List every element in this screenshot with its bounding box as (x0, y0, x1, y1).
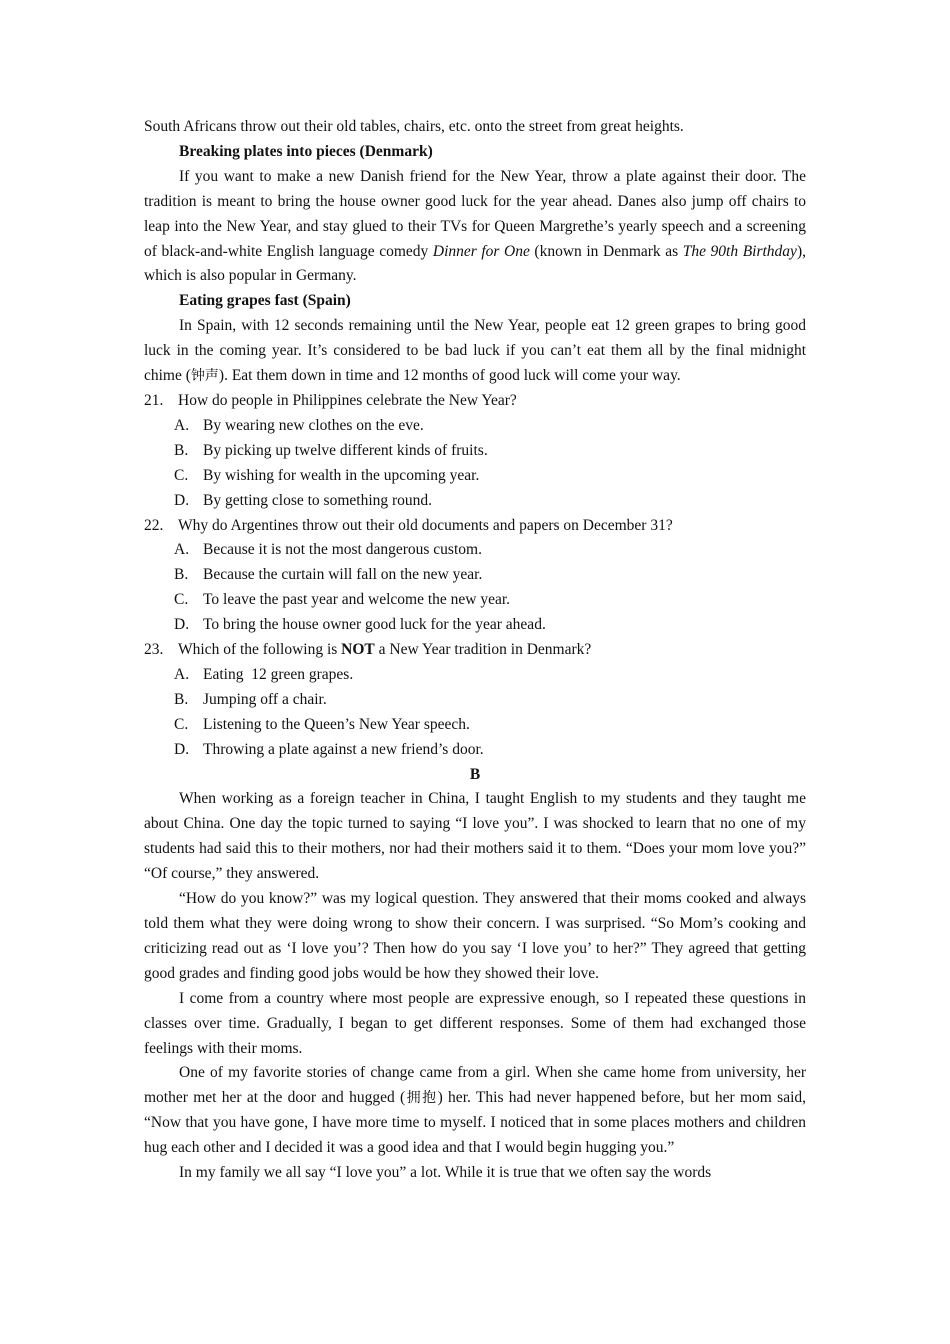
option-text: Jumping off a chair. (203, 690, 327, 708)
section-label-b: B (469, 765, 481, 783)
question-23-option-c (144, 713, 806, 738)
cjk-gloss-hug: 拥抱 (405, 1090, 438, 1107)
heading-denmark: Breaking plates into pieces (Denmark) (179, 142, 433, 160)
question-23 (144, 638, 806, 663)
passage-b-paragraph-4 (144, 1061, 806, 1161)
option-text: Because it is not the most dangerous custom. (203, 541, 482, 559)
question-23-option-a (144, 663, 806, 688)
question-22-option-a (144, 538, 806, 563)
question-stem (178, 638, 591, 663)
question-21 (144, 389, 806, 414)
option-letter: C. (174, 715, 189, 733)
question-number: 23. (144, 641, 164, 659)
option-letter: A. (174, 665, 190, 683)
question-22-option-c (144, 588, 806, 613)
denmark-text-part-3: ), which is also popular in Germany. (144, 242, 806, 285)
option-letter: C. (174, 591, 189, 609)
option-text: To leave the past year and welcome the new year. (203, 591, 511, 609)
question-21-option-b (144, 439, 806, 464)
option-text: By wearing new clothes on the eve. (203, 416, 424, 434)
option-text: Throwing a plate against a new friend’s door. (203, 740, 484, 758)
question-stem-emphasis: NOT (341, 641, 375, 659)
option-letter: D. (174, 740, 190, 758)
option-letter: C. (174, 466, 189, 484)
passage-b-paragraph-3: I come from a country where most people are expressive enough, so I repeated these questions in classes over time. Gradually, I began to get different responses. Some of them had exchanged those feelings with their moms. (144, 989, 806, 1057)
option-letter: A. (174, 416, 190, 434)
cjk-gloss-chime: 钟声 (190, 368, 219, 385)
option-text: Listening to the Queen’s New Year speech. (203, 715, 470, 733)
passage-b-paragraph-1: When working as a foreign teacher in China, I taught English to my students and they taught me about China. One day the topic turned to saying “I love you”. I was shocked to learn that no one of my students had said this to their mothers, nor had their mothers said it to them. “Does your mom love you?” “Of course,” they answered. (144, 790, 806, 883)
option-letter: D. (174, 616, 190, 634)
option-text: By picking up twelve different kinds of fruits. (203, 441, 488, 459)
option-text: By wishing for wealth in the upcoming year. (203, 466, 480, 484)
spain-text-part-2: ). Eat them down in time and 12 months of good luck will come your way. (218, 367, 681, 385)
spain-text-part-1: In Spain, with 12 seconds remaining until the New Year, people eat 12 green grapes to bring good luck in the coming year. It’s considered to be bad luck if you can’t eat them all by the final midnight chime ( (144, 317, 806, 385)
passage-a-intro-line: South Africans throw out their old tables, chairs, etc. onto the street from great heights. (144, 118, 684, 135)
option-letter: B. (174, 441, 189, 459)
denmark-text-part-2: (known in Denmark as (529, 242, 683, 260)
paragraph-denmark (144, 165, 806, 290)
question-stem-part-1: Which of the following is (178, 641, 342, 659)
document-page (144, 115, 806, 1186)
title-90th-birthday: The 90th Birthday (682, 242, 797, 260)
question-number: 21. (144, 391, 164, 409)
option-letter: B. (174, 566, 189, 584)
title-dinner-for-one: Dinner for One (432, 242, 530, 260)
question-number: 22. (144, 516, 164, 534)
question-22-option-b (144, 563, 806, 588)
option-letter: A. (174, 541, 190, 559)
question-22 (144, 514, 806, 539)
story-text-part-2: ) her. This had never happened before, but her mom said, “Now that you have gone, I have more time to myself. I noticed that in some places mothers and children hug each other and I decided it was a good idea and that I would begin hugging you.” (144, 1089, 806, 1157)
question-21-option-c (144, 464, 806, 489)
story-text-part-1: One of my favorite stories of change came from a girl. When she came home from university, her mother met her at the door and hugged ( (144, 1064, 806, 1107)
option-text: To bring the house owner good luck for the year ahead. (203, 616, 546, 634)
question-stem: Why do Argentines throw out their old documents and papers on December 31? (178, 516, 673, 534)
option-letter: D. (174, 491, 190, 509)
question-stem-part-2: a New Year tradition in Denmark? (374, 641, 592, 659)
question-stem: How do people in Philippines celebrate the New Year? (178, 391, 517, 409)
denmark-text-part-1: If you want to make a new Danish friend for the New Year, throw a plate against their door. The tradition is meant to bring the house owner good luck for the year ahead. Danes also jump off chairs to leap into the New Year, and stay glued to their TVs for Queen Margrethe’s yearly speech and a screening of black-and-white English language comedy (144, 167, 806, 260)
passage-b-paragraph-2: “How do you know?” was my logical question. They answered that their moms cooked and always told them what they were doing wrong to show their concern. I was surprised. “So Mom’s cooking and criticizing read out as ‘I love you’? Then how do you say ‘I love you’ to her?” They agreed that getting good grades and finding good jobs would be how they showed their love. (144, 890, 806, 982)
passage-b-paragraph-5: In my family we all say “I love you” a lot. While it is true that we often say the words (179, 1164, 712, 1182)
option-text: Because the curtain will fall on the new year. (203, 566, 483, 584)
question-22-option-d (144, 613, 806, 638)
question-21-option-d (144, 489, 806, 514)
option-text: Eating 12 green grapes. (203, 665, 354, 683)
question-23-option-d (144, 738, 806, 763)
question-23-option-b (144, 688, 806, 713)
paragraph-spain (144, 314, 806, 389)
heading-spain: Eating grapes fast (Spain) (179, 292, 351, 310)
question-21-option-a (144, 414, 806, 439)
option-letter: B. (174, 690, 189, 708)
option-text: By getting close to something round. (203, 491, 433, 509)
